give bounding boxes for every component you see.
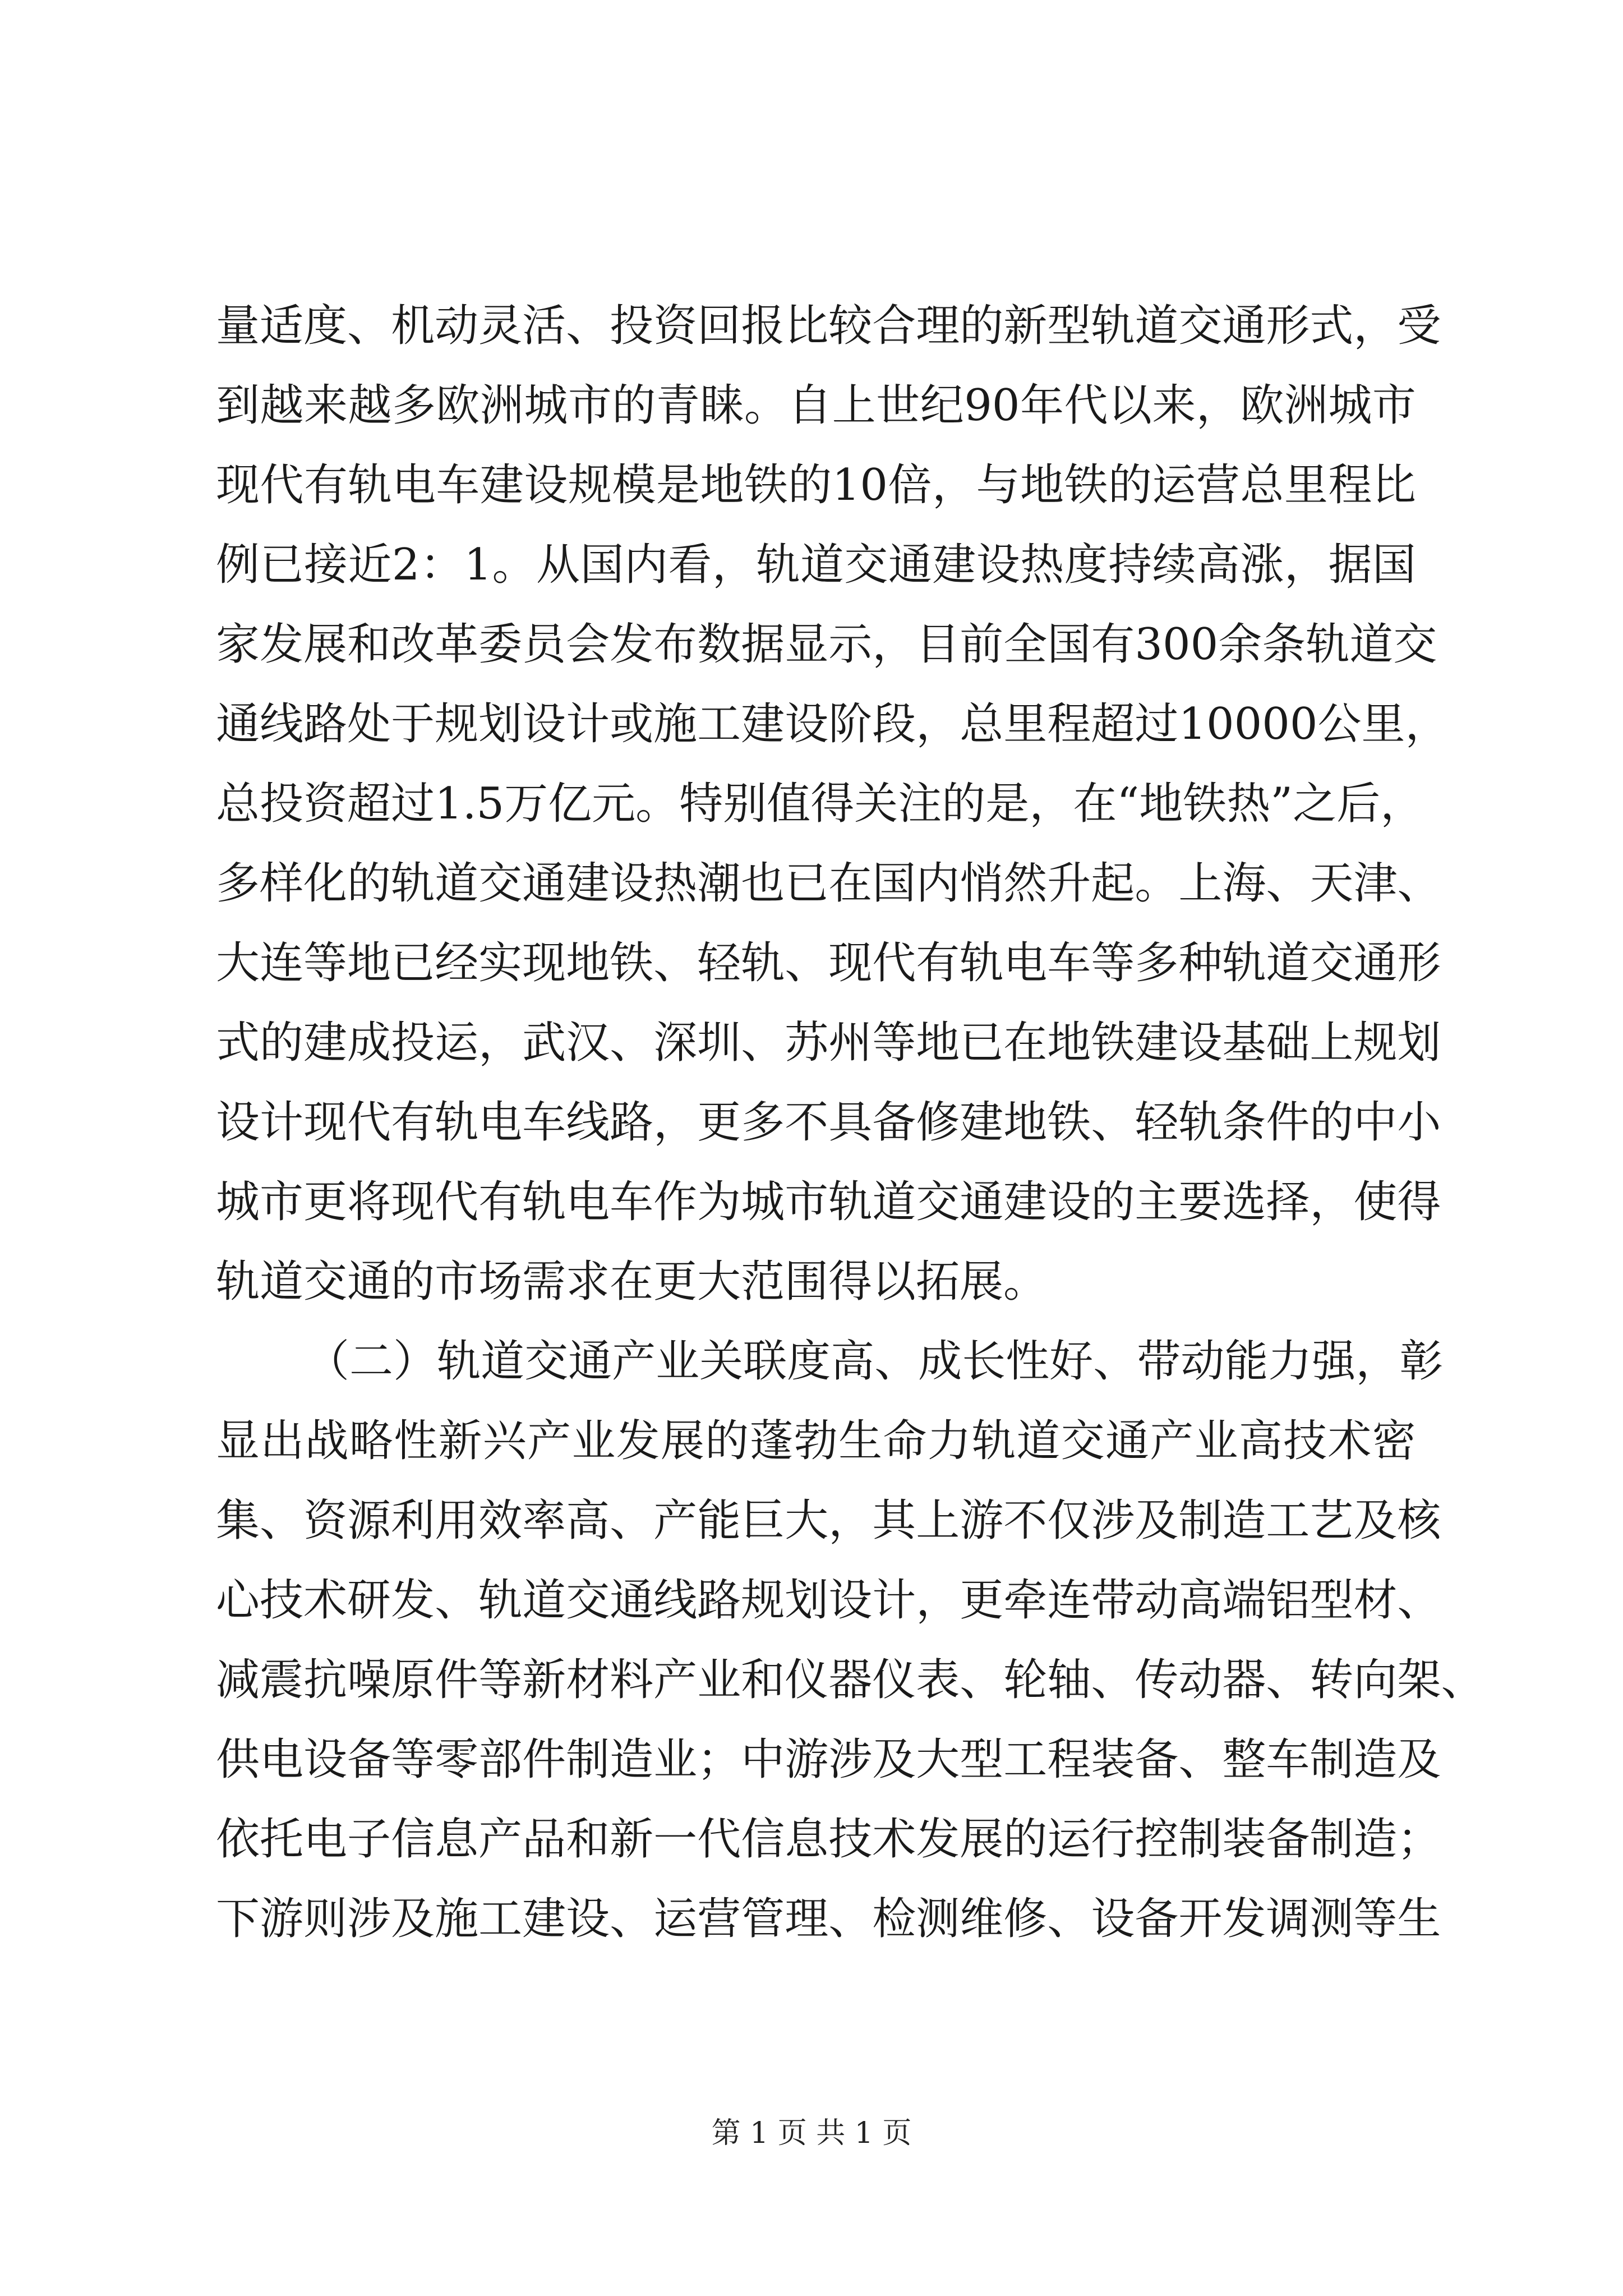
text-line-paragraph-end: 轨道交通的市场需求在更大范围得以拓展。 [216, 1257, 1048, 1307]
text-line-paragraph-start: （ 二 ） 轨 道 交 通 产 业 关 联 度 高 、 成 长 性 好 、 带 动 能 力 强 ， 彰 [306, 1336, 1444, 1387]
text-line: 下 游 则 涉 及 施 工 建 设 、 运 营 管 理 、 检 测 维 修 、 设 备 开 发 调 测 等 生 [216, 1894, 1441, 1944]
text-line: 通 线 路 处 于 规 划 设 计 或 施 工 建 设 阶 段 ， 总 里 程 超 过 10000 公 里 ， [216, 699, 1449, 749]
body-text [216, 286, 1485, 1959]
text-line: 城 市 更 将 现 代 有 轨 电 车 作 为 城 市 轨 道 交 通 建 设 的 主 要 选 择 ， 使 得 [216, 1177, 1441, 1227]
text-line: 例 已 接 近 2 ： 1 。 从 国 内 看 ， 轨 道 交 通 建 设 热 度 持 续 高 涨 ， 据 国 [216, 540, 1416, 590]
text-line: 设 计 现 代 有 轨 电 车 线 路 ， 更 多 不 具 备 修 建 地 铁 、 轻 轨 条 件 的 中 小 [216, 1097, 1441, 1148]
text-line: 大 连 等 地 已 经 实 现 地 铁 、 轻 轨 、 现 代 有 轨 电 车 等 多 种 轨 道 交 通 形 [216, 938, 1441, 988]
text-line: 式 的 建 成 投 运 ， 武 汉 、 深 圳 、 苏 州 等 地 已 在 地 铁 建 设 基 础 上 规 划 [216, 1018, 1441, 1068]
text-line: 家 发 展 和 改 革 委 员 会 发 布 数 据 显 示 ， 目 前 全 国 有 300 余 条 轨 道 交 [216, 619, 1437, 670]
page-number-label: 第 1 页 共 1 页 [711, 2116, 912, 2150]
text-line: 总 投 资 超 过 1.5 万 亿 元 。 特 别 值 得 关 注 的 是 ， 在 “ 地 铁 热 ” 之 后 ， [216, 779, 1424, 829]
text-line: 减 震 抗 噪 原 件 等 新 材 料 产 业 和 仪 器 仪 表 、 轮 轴 、 传 动 器 、 转 向 架 、 [216, 1655, 1485, 1705]
text-line: 依 托 电 子 信 息 产 品 和 新 一 代 信 息 技 术 发 展 的 运 行 控 制 装 备 制 造 ； [216, 1814, 1441, 1865]
page-footer [0, 2109, 1623, 2151]
text-line: 到 越 来 越 多 欧 洲 城 市 的 青 睐 。 自 上 世 纪 90 年 代 以 来 ， 欧 洲 城 市 [216, 380, 1416, 431]
text-line: 供 电 设 备 等 零 部 件 制 造 业 ； 中 游 涉 及 大 型 工 程 装 备 、 整 车 制 造 及 [216, 1734, 1441, 1785]
text-line: 心 技 术 研 发 、 轨 道 交 通 线 路 规 划 设 计 ， 更 牵 连 带 动 高 端 铝 型 材 、 [216, 1575, 1441, 1626]
text-line: 集 、 资 源 利 用 效 率 高 、 产 能 巨 大 ， 其 上 游 不 仅 涉 及 制 造 工 艺 及 核 [216, 1496, 1441, 1546]
text-line: 现 代 有 轨 电 车 建 设 规 模 是 地 铁 的 10 倍 ， 与 地 铁 的 运 营 总 里 程 比 [216, 460, 1416, 510]
text-line: 多 样 化 的 轨 道 交 通 建 设 热 潮 也 已 在 国 内 悄 然 升 起 。 上 海 、 天 津 、 [216, 858, 1441, 909]
text-line: 显 出 战 略 性 新 兴 产 业 发 展 的 蓬 勃 生 命 力 轨 道 交 通 产 业 高 技 术 密 [216, 1416, 1416, 1466]
text-line: 量 适 度 、 机 动 灵 活 、 投 资 回 报 比 较 合 理 的 新 型 轨 道 交 通 形 式 ， 受 [216, 301, 1441, 351]
